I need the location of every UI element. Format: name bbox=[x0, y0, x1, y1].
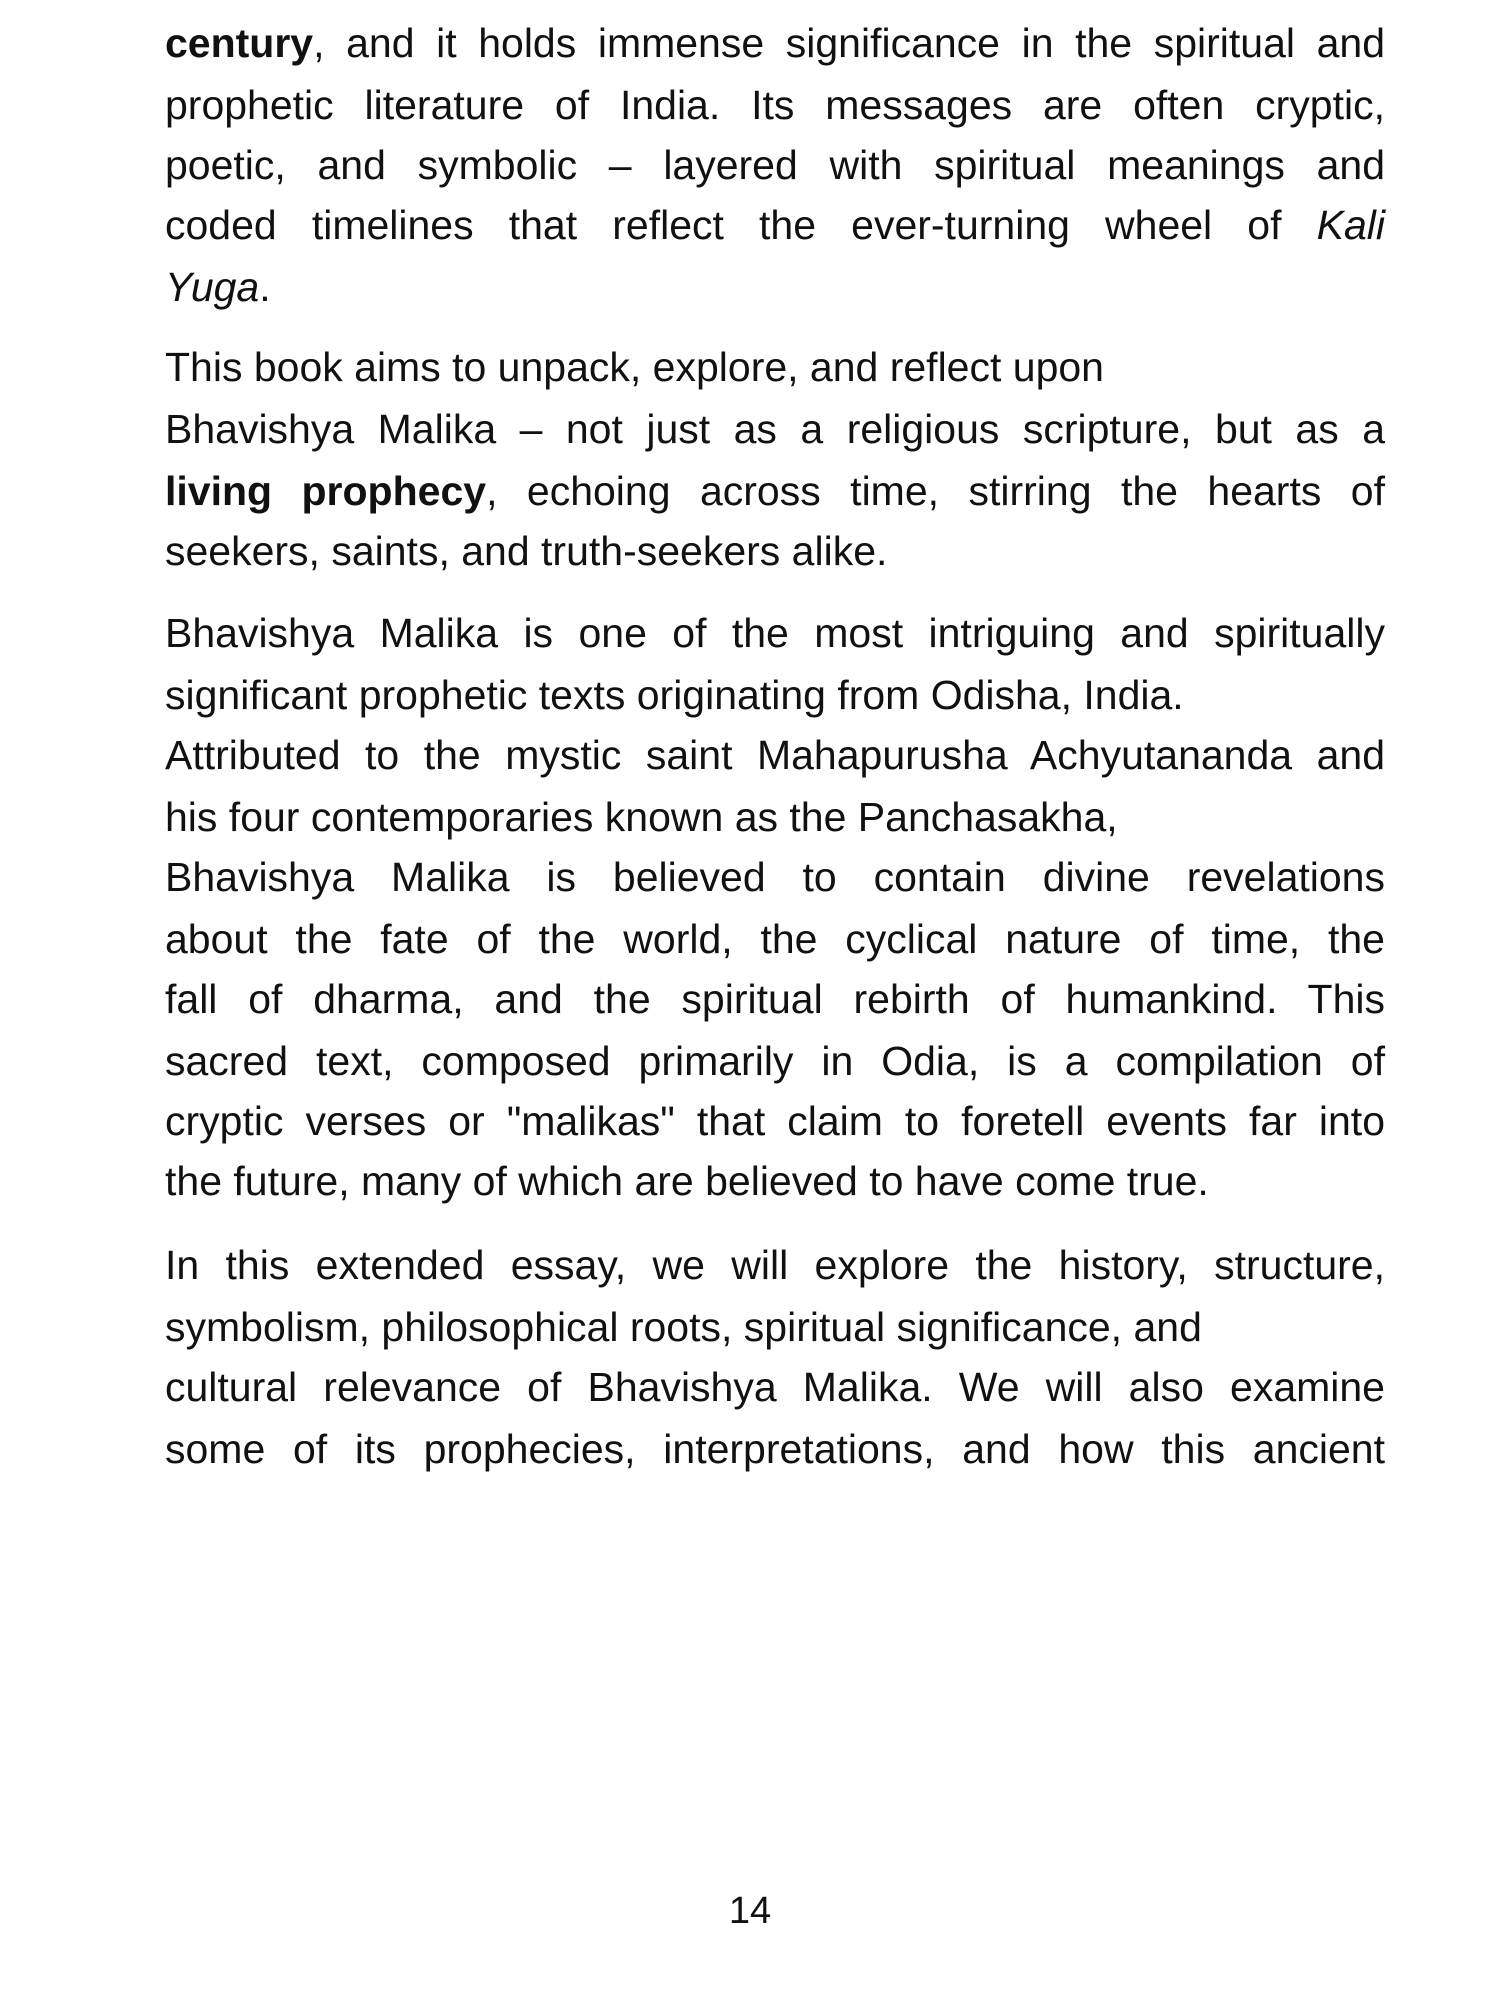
text-line bbox=[165, 1156, 1385, 1206]
text-line bbox=[165, 974, 1385, 1024]
text-line bbox=[165, 200, 1385, 250]
text-run: . bbox=[259, 264, 271, 310]
text-run: cryptic verses or "malikas" that claim to foretell events far into bbox=[165, 1098, 1385, 1144]
page-number: 14 bbox=[728, 1890, 772, 1932]
text-run: Bhavishya Malika – not just as a religious scripture, but as a bbox=[165, 406, 1385, 452]
text-run: sacred text, composed primarily in Odia, is a compilation of bbox=[165, 1038, 1385, 1084]
italic-term: Kali bbox=[1316, 202, 1385, 248]
text-line bbox=[165, 526, 1385, 576]
text-line bbox=[165, 852, 1385, 902]
text-line bbox=[165, 342, 1385, 392]
text-run: coded timelines that reflect the ever-turning wheel of bbox=[165, 202, 1317, 248]
text-run: significant prophetic texts originating from Odisha, India. bbox=[165, 672, 1184, 718]
text-line bbox=[165, 140, 1385, 190]
text-run: prophetic literature of India. Its messages are often cryptic, bbox=[165, 82, 1385, 128]
text-line bbox=[165, 792, 1385, 842]
bold-term: century bbox=[165, 20, 314, 66]
text-run: about the fate of the world, the cyclical nature of time, the bbox=[165, 916, 1385, 962]
italic-term: Yuga bbox=[165, 264, 260, 310]
text-run: poetic, and symbolic – layered with spiritual meanings and bbox=[165, 142, 1385, 188]
text-line bbox=[165, 80, 1385, 130]
text-line bbox=[165, 1362, 1385, 1412]
text-run: , and it holds immense significance in the spiritual and bbox=[313, 20, 1385, 66]
text-line bbox=[165, 1240, 1385, 1290]
text-line bbox=[165, 1302, 1385, 1352]
text-line bbox=[165, 670, 1385, 720]
text-line bbox=[165, 1096, 1385, 1146]
text-run: Bhavishya Malika is believed to contain divine revelations bbox=[165, 854, 1385, 900]
text-run: Bhavishya Malika is one of the most intriguing and spiritually bbox=[165, 610, 1385, 656]
text-line bbox=[165, 608, 1385, 658]
text-run: some of its prophecies, interpretations, and how this ancient bbox=[165, 1426, 1385, 1472]
text-run: , echoing across time, stirring the hearts of bbox=[486, 468, 1385, 514]
text-run: cultural relevance of Bhavishya Malika. We will also examine bbox=[165, 1364, 1385, 1410]
text-run: Attributed to the mystic saint Mahapurusha Achyutananda and bbox=[165, 732, 1385, 778]
text-run: In this extended essay, we will explore the history, structure, bbox=[165, 1242, 1385, 1288]
text-run: his four contemporaries known as the Panchasakha, bbox=[165, 794, 1118, 840]
text-line bbox=[165, 404, 1385, 454]
text-line bbox=[165, 466, 1385, 516]
text-line bbox=[165, 1036, 1385, 1086]
text-line bbox=[165, 1424, 1385, 1474]
text-run: This book aims to unpack, explore, and reflect upon bbox=[165, 344, 1104, 390]
text-run: seekers, saints, and truth-seekers alike. bbox=[165, 528, 888, 574]
text-run: the future, many of which are believed to have come true. bbox=[165, 1158, 1209, 1204]
text-line bbox=[165, 914, 1385, 964]
bold-term: living prophecy bbox=[165, 468, 487, 514]
text-line bbox=[165, 18, 1385, 68]
text-run: symbolism, philosophical roots, spiritual significance, and bbox=[165, 1304, 1202, 1350]
text-line bbox=[165, 262, 1385, 312]
text-run: fall of dharma, and the spiritual rebirth of humankind. This bbox=[165, 976, 1385, 1022]
text-line bbox=[165, 730, 1385, 780]
